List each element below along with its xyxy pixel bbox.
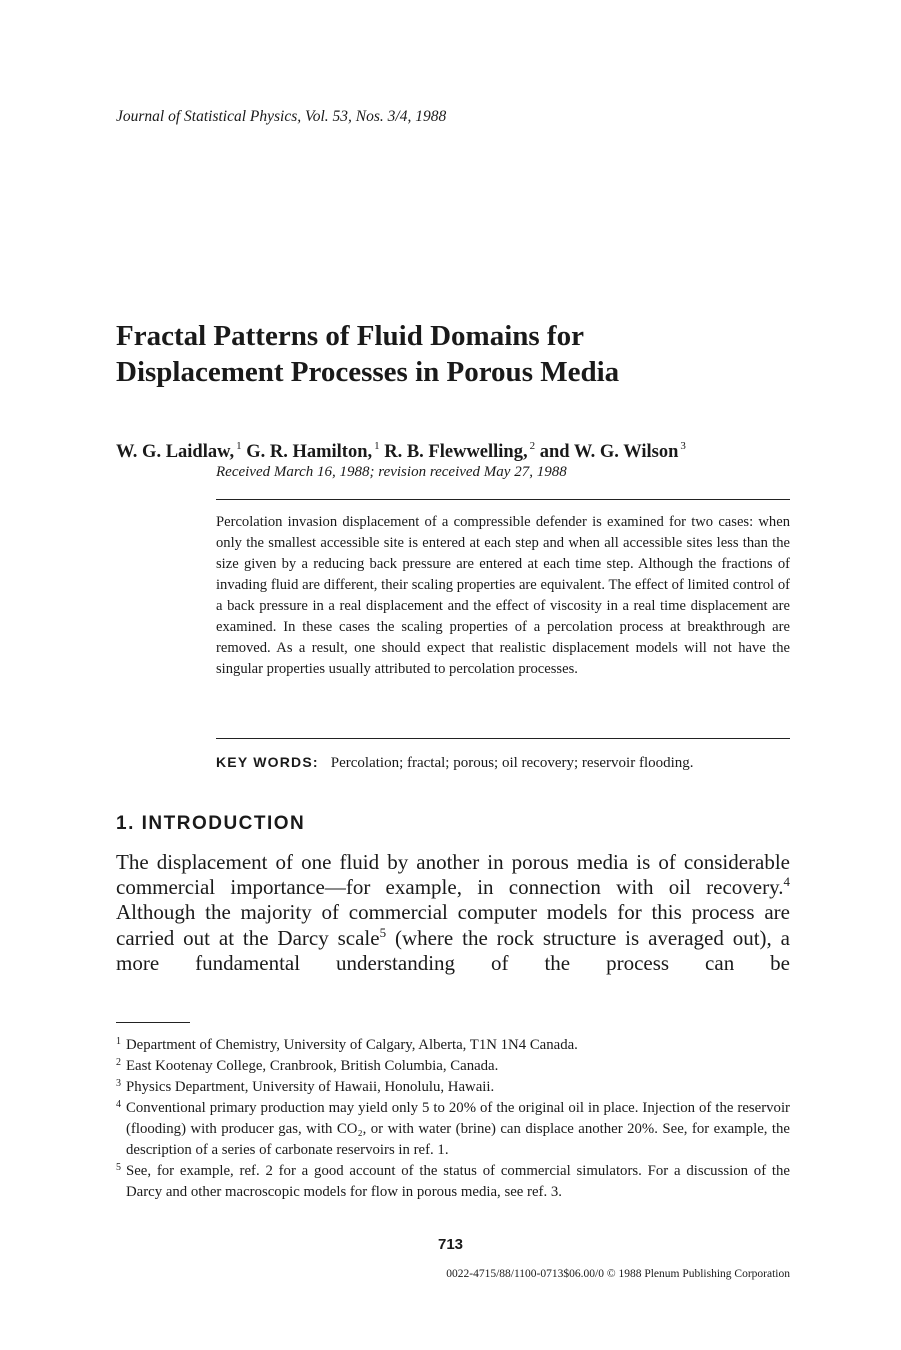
- footnote-number: 3: [116, 1078, 121, 1089]
- author-affiliation-mark: 3: [680, 440, 686, 452]
- keywords: [216, 754, 694, 772]
- footnote: [116, 1077, 790, 1098]
- journal-citation: Journal of Statistical Physics, Vol. 53, Nos. 3/4, 1988: [116, 108, 447, 125]
- footnote-separator: [116, 1022, 190, 1023]
- footnote: [116, 1056, 790, 1077]
- abstract-bottom-rule: [216, 738, 790, 739]
- author-affiliation-mark: 2: [529, 440, 536, 452]
- footnote-text: Conventional primary production may yield only 5 to 20% of the original oil in place. Injection of the reservoir (flooding) with producer gas, with CO₂, or with water (brine) can displace another 20%. See, for example, the description of a series of carbonate reservoirs in ref. 1.: [126, 1100, 790, 1158]
- abstract-text: Percolation invasion displacement of a compressible defender is examined for two cases: when only the smallest accessible site is entered at each step and when all accessible sites less than the size given by a reducing back pressure are entered at each time step. Although the fractions of invading fluid are different, their scaling properties are equivalent. The effect of limited control of a back pressure in a real displacement and the effect of viscosity in a real time displacement are examined. In these cases the scaling properties of a percolation process at breakthrough are removed. As a result, one should expect that realistic displacement models will not have the singular properties usually attributed to percolation processes.: [216, 514, 790, 677]
- footnote: [116, 1098, 790, 1161]
- author-affiliation-mark: 1: [236, 440, 242, 452]
- author-name: R. B. Flewwelling,: [384, 442, 528, 462]
- footnote-text: See, for example, ref. 2 for a good account of the status of commercial simulators. For a discussion of the Darcy and other macroscopic models for flow in porous media, see ref. 3.: [126, 1163, 790, 1200]
- footnotes: [116, 1035, 790, 1203]
- received-dates: Received March 16, 1988; revision received May 27, 1988: [216, 464, 567, 480]
- title-line-1: Fractal Patterns of Fluid Domains for: [116, 320, 584, 352]
- title-line-2: Displacement Processes in Porous Media: [116, 356, 620, 388]
- paper-title: [116, 318, 816, 390]
- intro-text: The displacement of one fluid by another in porous media is of considerable commercial importance—for example, in connection with oil recovery.: [116, 850, 790, 900]
- keywords-label: KEY WORDS:: [216, 754, 319, 770]
- page-number: 713: [437, 1236, 464, 1253]
- footnote-number: 1: [116, 1036, 121, 1047]
- section-heading: 1. INTRODUCTION: [116, 813, 306, 834]
- author-affiliation-mark: 1: [374, 440, 380, 452]
- intro-paragraph: [116, 850, 790, 976]
- footnote-number: 5: [116, 1162, 121, 1173]
- abstract-top-rule: [216, 499, 790, 500]
- footnote-number: 2: [116, 1057, 121, 1068]
- footnote-text: Department of Chemistry, University of Calgary, Alberta, T1N 1N4 Canada.: [126, 1037, 578, 1053]
- author-list: [116, 440, 686, 463]
- footnote-reference: 5: [379, 924, 387, 940]
- author-name: G. R. Hamilton,: [246, 442, 373, 462]
- footnote: [116, 1161, 790, 1203]
- footnote: [116, 1035, 790, 1056]
- footnote-number: 4: [116, 1099, 121, 1110]
- keywords-text: Percolation; fractal; porous; oil recovery; reservoir flooding.: [330, 755, 694, 771]
- copyright-line: 0022-4715/88/1100-0713$06.00/0 © 1988 Plenum Publishing Corporation: [446, 1268, 790, 1280]
- footnote-text: East Kootenay College, Cranbrook, British Columbia, Canada.: [126, 1058, 499, 1074]
- author-name: and W. G. Wilson: [539, 442, 679, 462]
- footnote-reference: 4: [783, 874, 790, 890]
- intro-text: Although the majority of commercial computer models for this process are carried out at the Darcy scale: [116, 900, 790, 950]
- intro-text: (where the rock structure is averaged out), a more fundamental understanding of the process can be: [116, 925, 790, 975]
- footnote-text: Physics Department, University of Hawaii, Honolulu, Hawaii.: [126, 1079, 495, 1095]
- author-name: W. G. Laidlaw,: [116, 442, 235, 462]
